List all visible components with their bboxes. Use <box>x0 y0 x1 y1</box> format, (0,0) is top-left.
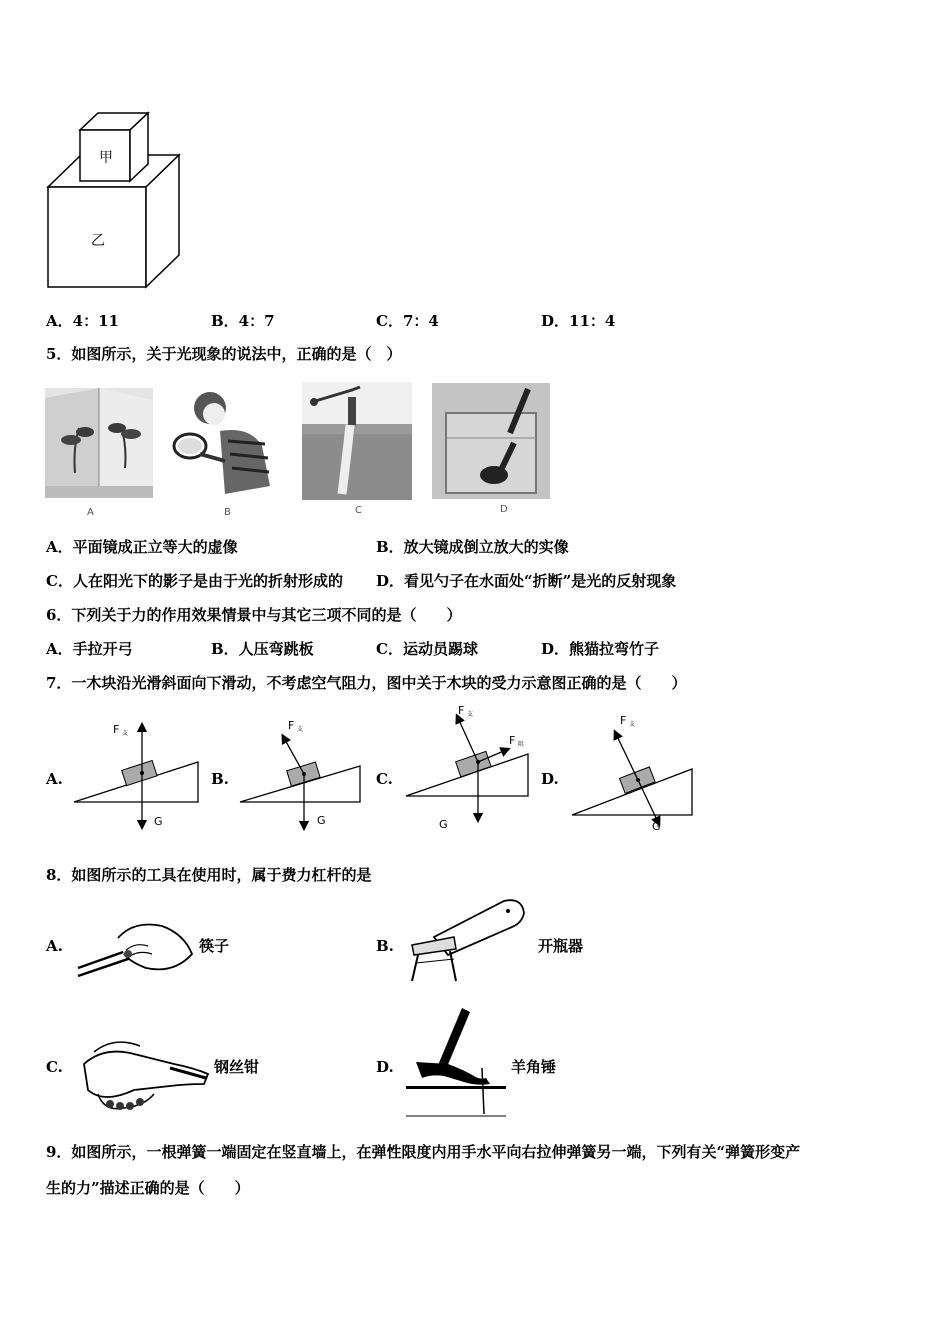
stacked-cubes-figure <box>40 105 190 295</box>
q8-option-d-letter: D. <box>376 1058 394 1076</box>
q7-diagram-d <box>568 708 703 833</box>
photo-shadow-person <box>302 382 412 500</box>
c-support-sub: 支 <box>467 711 474 718</box>
c-gravity-label: G <box>439 818 448 831</box>
q7-option-c-letter: C. <box>376 770 393 788</box>
q4-option-d: D．11：4 <box>541 312 616 330</box>
photo-label-b: B <box>224 507 231 518</box>
q5-option-a: A．平面镜成正立等大的虚像 <box>46 538 238 556</box>
bottle-opener-illustration <box>404 893 528 985</box>
q5-option-c: C．人在阳光下的影子是由于光的折射形成的 <box>46 572 343 590</box>
q9-stem-line1: 9．如图所示，一根弹簧一端固定在竖直墙上，在弹性限度内用手水平向右拉伸弹簧另一端，下列有关“弹簧形变产 <box>46 1143 801 1161</box>
b-gravity-label: G <box>317 814 326 827</box>
q8-option-b-letter: B. <box>376 937 394 955</box>
q6-option-d: D．熊猫拉弯竹子 <box>541 640 660 658</box>
c-friction-label: F <box>509 734 516 747</box>
q8-option-a-letter: A. <box>46 937 63 955</box>
d-support-label: F <box>620 714 627 727</box>
q5-stem: 5．如图所示，关于光现象的说法中，正确的是（ ） <box>46 345 402 363</box>
q6-option-a: A．手拉开弓 <box>46 640 133 658</box>
q7-diagram-b <box>236 712 371 834</box>
photo-label-d: D <box>500 504 508 515</box>
q8-option-c-name: 钢丝钳 <box>214 1058 260 1076</box>
photo-magnifier-person <box>170 386 278 498</box>
q4-option-a: A．4：11 <box>46 312 119 330</box>
d-support-sub: 支 <box>629 721 636 728</box>
q7-option-d-letter: D. <box>541 770 559 788</box>
photo-spoon-water <box>432 383 550 499</box>
d-gravity-label: G <box>652 820 661 833</box>
q4-option-c: C．7：4 <box>376 312 439 330</box>
q7-option-b-letter: B. <box>211 770 229 788</box>
q4-option-b: B．4：7 <box>211 312 275 330</box>
chopsticks-illustration <box>74 916 196 982</box>
cube-top-label: 甲 <box>99 150 113 166</box>
c-friction-sub: 阻 <box>518 741 525 748</box>
q7-diagram-c <box>402 700 537 834</box>
b-support-sub: 支 <box>297 726 304 733</box>
a-support-label: F <box>113 723 120 736</box>
q5-option-b: B．放大镜成倒立放大的实像 <box>376 538 569 556</box>
q7-diagram-a <box>70 715 205 835</box>
pliers-illustration <box>74 1034 214 1118</box>
q8-option-d-name: 羊角锤 <box>511 1058 557 1076</box>
q7-option-a-letter: A. <box>46 770 63 788</box>
q6-stem: 6．下列关于力的作用效果情景中与其它三项不同的是（ ） <box>46 606 462 624</box>
q7-stem: 7．一木块沿光滑斜面向下滑动，不考虑空气阻力，图中关于木块的受力示意图正确的是（ ） <box>46 674 687 692</box>
cube-bottom-label: 乙 <box>91 233 105 249</box>
q6-option-c: C．运动员踢球 <box>376 640 478 658</box>
q8-option-a-name: 筷子 <box>199 937 230 955</box>
photo-label-a: A <box>87 507 94 518</box>
b-support-label: F <box>288 719 295 732</box>
q8-stem: 8．如图所示的工具在使用时，属于费力杠杆的是 <box>46 866 372 884</box>
a-gravity-label: G <box>154 815 163 828</box>
photo-label-c: C <box>355 505 362 516</box>
q9-stem-line2: 生的力”描述正确的是（ ） <box>46 1179 250 1197</box>
a-support-sub: 支 <box>122 730 129 737</box>
photo-mirror-plant <box>45 388 153 498</box>
q5-option-d: D．看见勺子在水面处“折断”是光的反射现象 <box>376 572 677 590</box>
c-support-label: F <box>458 704 465 717</box>
q6-option-b: B．人压弯跳板 <box>211 640 314 658</box>
claw-hammer-illustration <box>404 1004 508 1118</box>
q8-option-b-name: 开瓶器 <box>538 937 584 955</box>
q8-option-c-letter: C. <box>46 1058 63 1076</box>
